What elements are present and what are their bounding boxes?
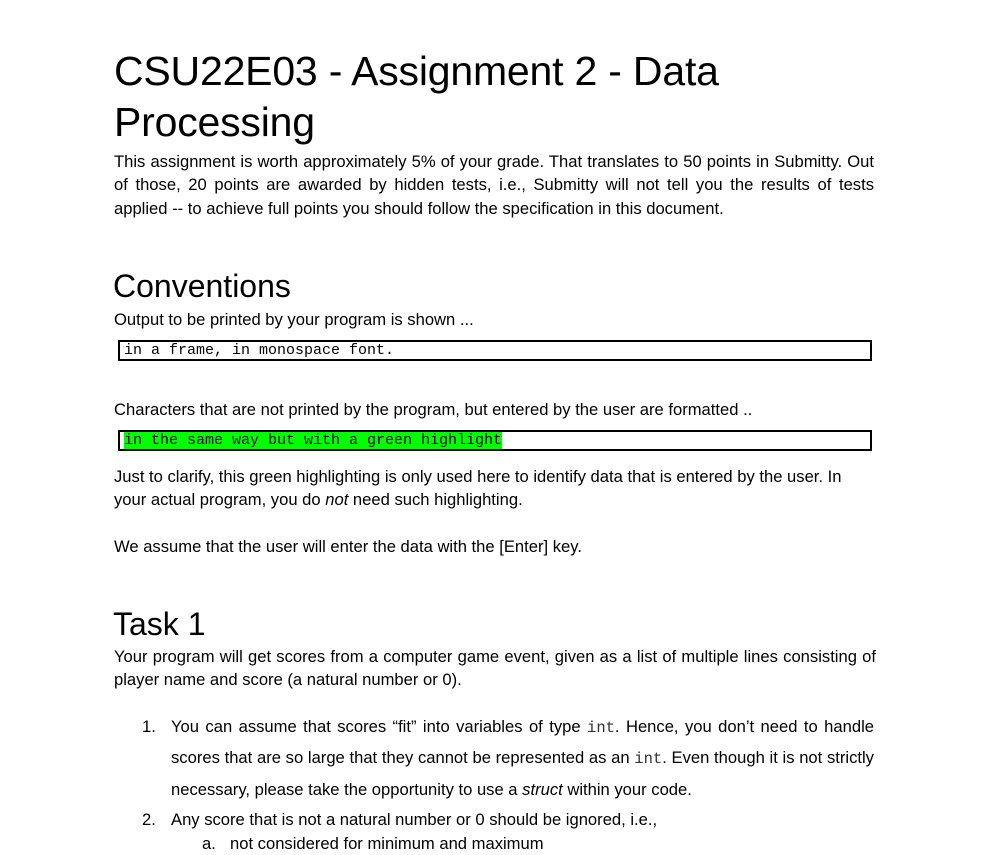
intro-paragraph: This assignment is worth approximately 5% of your grade. That translates to 50 points in Submitty. Out of those, 20 points are awarded by hidden tests, i.e., Submitty will not tell you the results of tests applied -- to achieve full points you should follow the specification in this document. — [114, 152, 874, 218]
sub-item-text: not considered for minimum and maximum — [230, 834, 544, 853]
list-number: 1. — [142, 717, 156, 736]
clarify-paragraph — [114, 465, 876, 512]
output-intro: Output to be printed by your program is shown ... — [114, 310, 474, 329]
input-example-frame — [118, 430, 872, 451]
item2-text: Any score that is not a natural number or 0 should be ignored, i.e., — [171, 810, 658, 830]
conventions-heading: Conventions — [113, 268, 291, 304]
code-int: int — [634, 750, 663, 769]
sub-list — [114, 832, 874, 855]
green-highlight: in the same way but with a green highlight — [124, 432, 503, 449]
list-number: 2. — [142, 810, 156, 830]
sub-list-item — [173, 832, 874, 855]
task1-requirements-list — [114, 712, 874, 836]
item1-text-b: . Hence, you don’t need to handle scores that are so large that they cannot be represented as an — [171, 717, 874, 768]
clarify-emphasis: not — [325, 490, 349, 510]
task1-intro: Your program will get scores from a computer game event, given as a list of multiple lines consisting of player name and score (a natural number or 0). — [114, 647, 876, 690]
item1-text-d: within your code. — [562, 779, 692, 799]
struct-emphasis: struct — [522, 779, 563, 799]
code-int: int — [587, 719, 615, 737]
document-title: CSU22E03 - Assignment 2 - Data Processing — [114, 48, 719, 145]
task1-heading: Task 1 — [113, 606, 206, 642]
item1-text-a: You can assume that scores “fit” into variables of type — [171, 717, 588, 736]
item1-text-c: . Even though it is not strictly necessary, please take the opportunity to use a — [171, 748, 874, 799]
sub-list-letter: a. — [202, 834, 216, 853]
list-item — [114, 712, 874, 805]
output-example-frame: in a frame, in monospace font. — [118, 340, 872, 361]
input-intro: Characters that are not printed by the program, but entered by the user are formatted .. — [114, 400, 753, 419]
clarify-text-b: need such highlighting. — [348, 490, 523, 510]
enter-key-note: We assume that the user will enter the data with the [Enter] key. — [114, 537, 582, 556]
clarify-text-a: Just to clarify, this green highlighting is only used here to identify data that is entered by the user. In your actual program, you do — [114, 467, 842, 510]
